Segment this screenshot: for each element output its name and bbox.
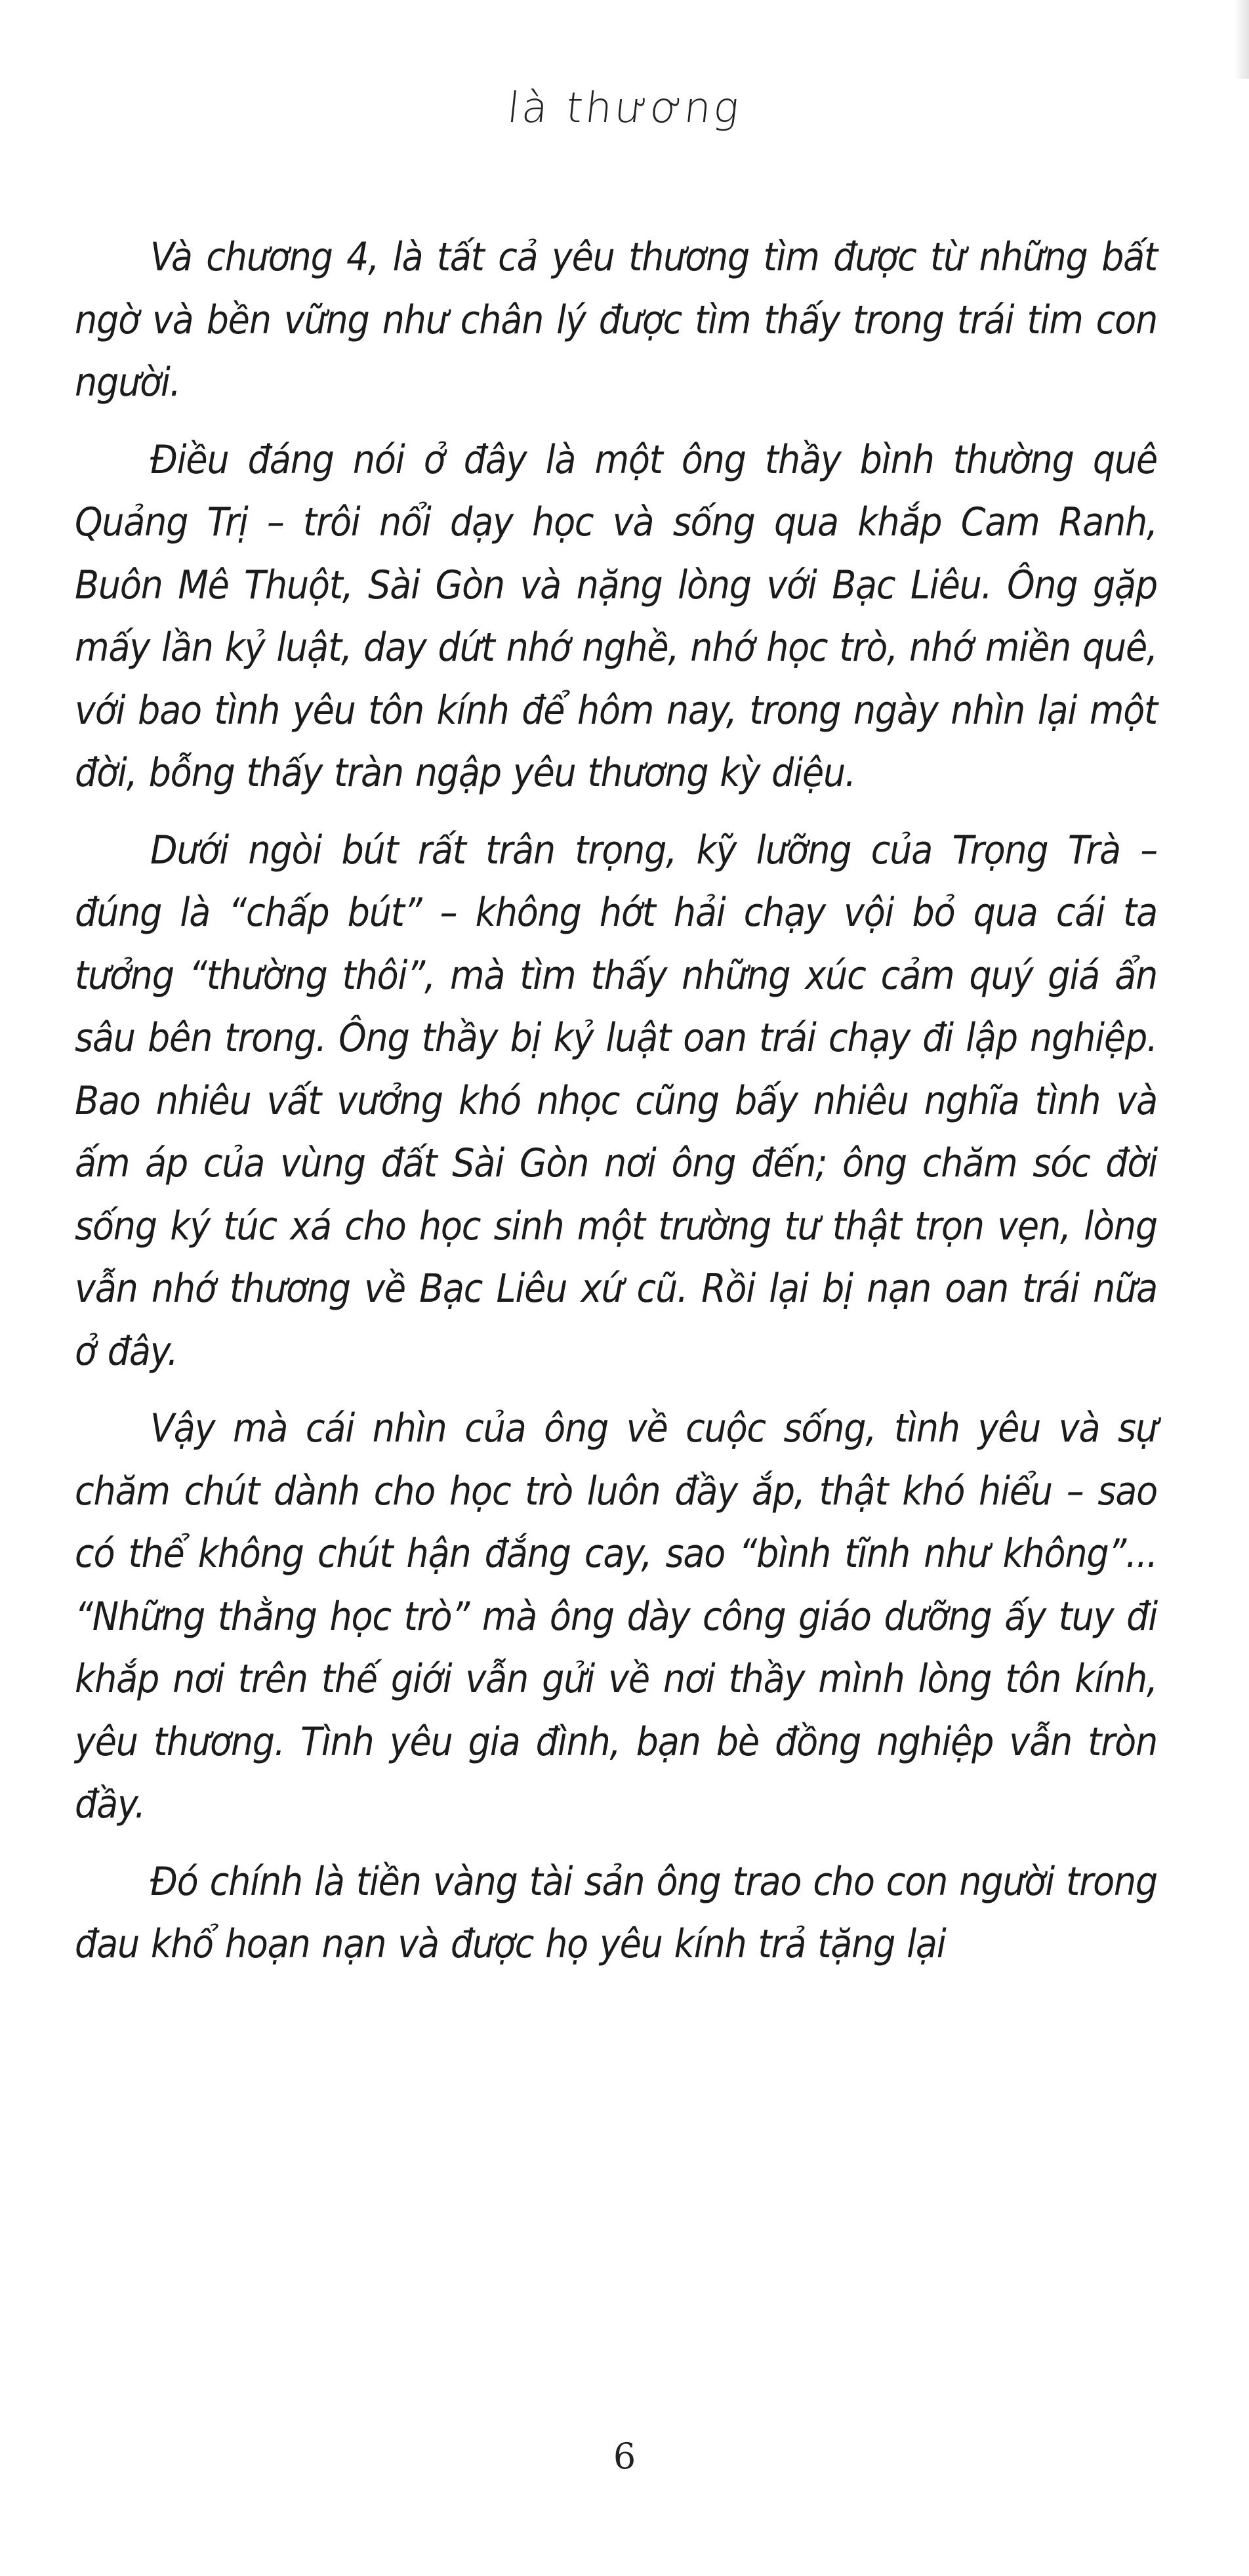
paragraph: Điều đáng nói ở đây là một ông thầy bình thường quê Quảng Trị – trôi nổi dạy học và sống qua khắp Cam Ranh, Buôn Mê Thuột, Sài Gòn và nặng lòng với Bạc Liêu. Ông gặp mấy lần kỷ luật, day dứt nhớ nghề, nhớ học trò, nhớ miền quê, với bao tình yêu tôn kính để hôm nay, trong ngày nhìn lại một đời, bỗng thấy tràn ngập yêu thương kỳ diệu. (75, 436, 1157, 796)
running-head: là thương (504, 84, 745, 133)
page-number: 6 (613, 2436, 636, 2477)
body-text (75, 226, 1157, 1991)
paragraph: Đó chính là tiền vàng tài sản ông trao cho con người trong đau khổ hoạn nạn và được họ yêu kính trả tặng lại (75, 1858, 1157, 1967)
paragraph: Vậy mà cái nhìn của ông về cuộc sống, tình yêu và sự chăm chút dành cho học trò luôn đầy ắp, thật khó hiểu – sao có thể không chút hận đắng cay, sao “bình tĩnh như không”... “Những thằng học trò” mà ông dày công giáo dưỡng ấy tuy đi khắp nơi trên thế giới vẫn gửi về nơi thầy mình lòng tôn kính, yêu thương. Tình yêu gia đình, bạn bè đồng nghiệp vẫn tròn đầy. (75, 1405, 1157, 1827)
paragraph: Dưới ngòi bút rất trân trọng, kỹ lưỡng của Trọng Trà – đúng là “chấp bút” – không hớt hải chạy vội bỏ qua cái ta tưởng “thường thôi”, mà tìm thấy những xúc cảm quý giá ẩn sâu bên trong. Ông thầy bị kỷ luật oan trái chạy đi lập nghiệp. Bao nhiêu vất vưởng khó nhọc cũng bấy nhiêu nghĩa tình và ấm áp của vùng đất Sài Gòn nơi ông đến; ông chăm sóc đời sống ký túc xá cho học sinh một trường tư thật trọn vẹn, lòng vẫn nhớ thương về Bạc Liêu xứ cũ. Rồi lại bị nạn oan trái nữa ở đây. (75, 827, 1157, 1375)
paragraph: Và chương 4, là tất cả yêu thương tìm được từ những bất ngờ và bền vững như chân lý được tìm thấy trong trái tim con người. (75, 234, 1157, 405)
page-edge-shadow (1235, 0, 1249, 79)
